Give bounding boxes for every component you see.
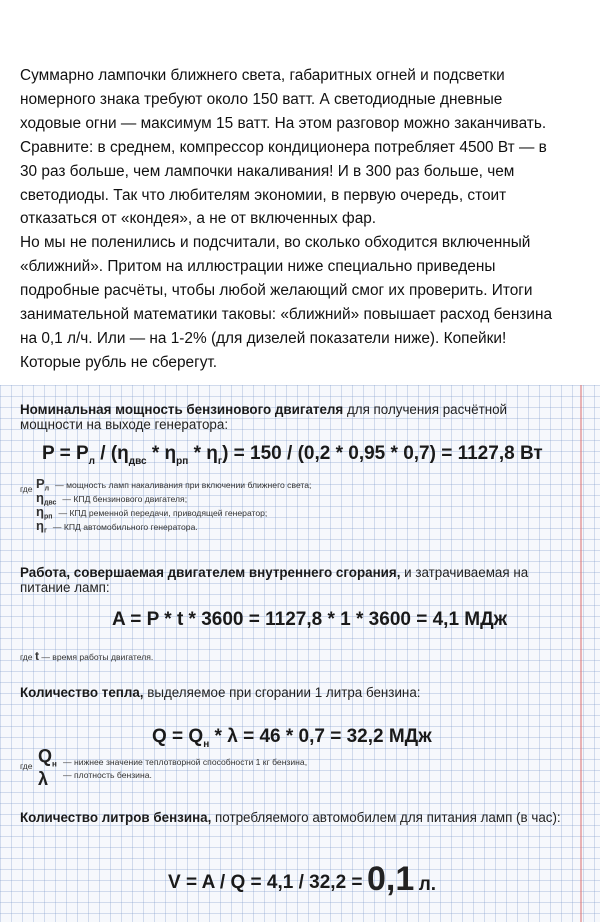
- text-line: «ближний». Притом на иллюстрации ниже специально приведены: [20, 258, 496, 276]
- definition-heat-value: — нижнее значение теплотворной способности 1 кг бензина,: [63, 757, 308, 767]
- formula-liters: V = A / Q = 4,1 / 32,2 = 0,1 л.: [168, 860, 437, 898]
- definition-row: $\eta_{двс}$ — КПД бензинового двигателя;: [36, 490, 188, 507]
- text-line: на 0,1 л/ч. Или — на 1-2% (для дизелей показатели ниже). Копейки!: [20, 329, 507, 347]
- article-text: [20, 64, 585, 375]
- formula-engine-power: $P = P_л / (\eta_{двс} * \eta_{рп} * \eta_г) = 150 / (0,2 * 0,95 * 0,7) = 1127,8$ Вт: [42, 443, 543, 467]
- text-line: подробные расчёты, чтобы любой желающий смог их проверить. Итоги: [20, 282, 533, 300]
- formula-heat: $Q = Q_н * \lambda = 46 * 0,7 = 32,2$ МДж: [152, 726, 432, 750]
- formula-work: A = P * t * 3600 = 1127,8 * 1 * 3600 = 4,1 МДж: [112, 609, 508, 630]
- text-line: Но мы не поленились и подсчитали, во сколько обходится включенный: [20, 234, 531, 252]
- definition-t: где t — время работы двигателя.: [20, 649, 154, 663]
- text-line: занимательной математики таковы: «ближний» повышает расход бензина: [20, 306, 553, 324]
- section-work-heading: Работа, совершаемая двигателем внутреннего сгорания, и затрачиваемая на питание ламп:: [20, 565, 529, 595]
- text-line: Суммарно лампочки ближнего света, габаритных огней и подсветки: [20, 67, 505, 84]
- section-liters-heading: Количество литров бензина, потребляемого автомобилем для питания ламп (в час):: [20, 810, 561, 825]
- section-heat-heading: Количество тепла, выделяемое при сгорании 1 литра бензина:: [20, 685, 421, 700]
- definition-row: $\eta_г$ — КПД автомобильного генератора.: [36, 518, 198, 535]
- definition-row: $\eta_{рп}$ — КПД ременной передачи, приводящей генератор;: [36, 504, 268, 521]
- text-line: Которые рубль не сберегут.: [20, 353, 218, 371]
- text-line: ходовые огни — максимум 15 ватт. На этом разговор можно заканчивать.: [20, 114, 547, 132]
- result-unit: л.: [418, 874, 437, 895]
- definition-density: — плотность бензина.: [63, 770, 152, 780]
- text-line: светодиоды. Так что любителям экономии, в первую очередь, стоит: [20, 186, 507, 204]
- result-value: 0,1: [366, 860, 415, 898]
- text-line: отказаться от «кондея», а не от включенных фар.: [20, 210, 377, 228]
- definition-row: $P_л$ — мощность ламп накаливания при включении ближнего света;: [36, 476, 312, 493]
- where-label-heat: где: [20, 761, 33, 771]
- symbol-q-lambda: $Q_н$ λ: [38, 746, 57, 789]
- text-line: номерного знака требуют около 150 ватт. А светодиодные дневные: [20, 90, 503, 108]
- text-line: 30 раз больше, чем лампочки накаливания! И в 300 раз больше, чем: [20, 162, 515, 180]
- margin-line: [580, 385, 582, 922]
- handwritten-calculation-sheet: [0, 385, 600, 922]
- where-label: где: [20, 484, 33, 494]
- text-line: Сравните: в среднем, компрессор кондиционера потребляет 4500 Вт — в: [20, 138, 547, 156]
- section-engine-power-heading: Номинальная мощность бензинового двигателя для получения расчётной мощности на выходе генератора:: [20, 402, 508, 432]
